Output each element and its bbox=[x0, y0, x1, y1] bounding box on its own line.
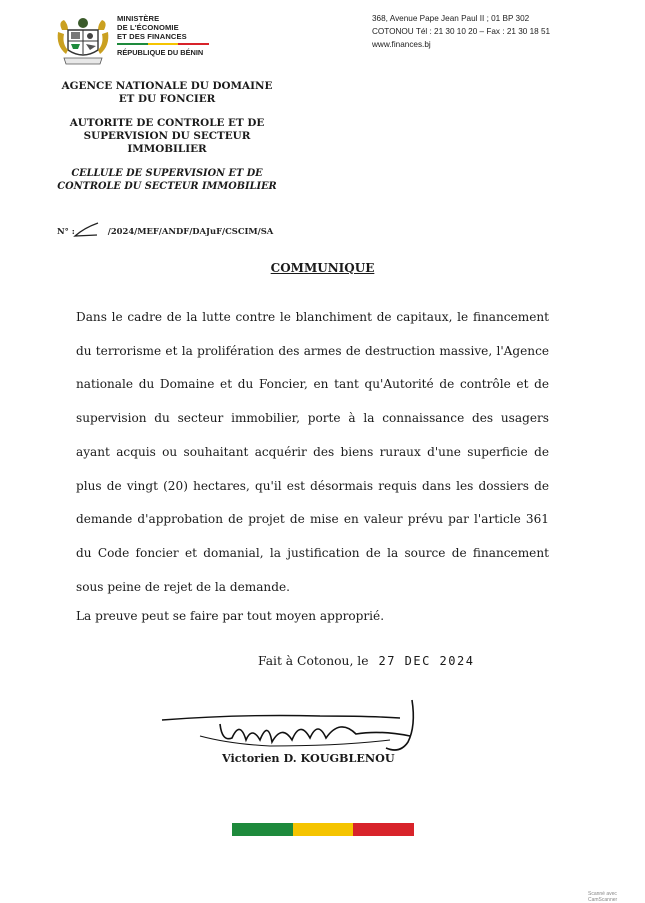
authority-name bbox=[42, 117, 292, 156]
ministry-line-3: ET DES FINANCES bbox=[117, 32, 187, 41]
authority-line-1: AUTORITE DE CONTROLE ET DE bbox=[69, 117, 265, 129]
footer-flag bbox=[232, 823, 414, 836]
republic-name: RÉPUBLIQUE DU BÉNIN bbox=[117, 48, 204, 57]
reference-code: /2024/MEF/ANDF/DAJuF/CSCIM/SA bbox=[107, 226, 274, 236]
ministry-address bbox=[372, 12, 550, 51]
ministry-line-1: MINISTÈRE bbox=[117, 14, 160, 23]
handwritten-signature bbox=[160, 690, 450, 760]
ministry-line-2: DE L'ÉCONOMIE bbox=[117, 23, 179, 32]
closing-place-date bbox=[258, 654, 474, 668]
proof-statement: La preuve peut se faire par tout moyen approprié. bbox=[76, 609, 385, 623]
handwritten-number-mark bbox=[72, 222, 100, 238]
scanned-watermark: Scanné avec CamScanner bbox=[588, 891, 618, 903]
footer-stripe-green bbox=[232, 823, 293, 836]
agency-name-line-1: AGENCE NATIONALE DU DOMAINE bbox=[61, 80, 273, 92]
stripe-green bbox=[117, 43, 148, 45]
footer-stripe-yellow bbox=[293, 823, 354, 836]
closing-place: Fait à Cotonou, le bbox=[258, 654, 369, 668]
address-line-1: 368, Avenue Pape Jean Paul II ; 01 BP 302 bbox=[372, 14, 530, 23]
benin-coat-of-arms-icon bbox=[54, 16, 112, 68]
authority-line-3: IMMOBILIER bbox=[127, 143, 207, 155]
cellule-line-2: CONTROLE DU SECTEUR IMMOBILIER bbox=[57, 181, 277, 192]
reference-prefix: N° : bbox=[57, 226, 75, 236]
address-line-2: COTONOU Tél : 21 30 10 20 – Fax : 21 30 18 51 bbox=[372, 27, 551, 36]
ministry-flag-stripe bbox=[117, 43, 209, 45]
ministry-name bbox=[117, 14, 187, 41]
cellule-name bbox=[42, 167, 292, 193]
communique-heading: COMMUNIQUE bbox=[270, 261, 375, 275]
address-website: www.finances.bj bbox=[372, 40, 431, 49]
cellule-line-1: CELLULE DE SUPERVISION ET DE bbox=[71, 168, 263, 179]
agency-name bbox=[42, 80, 292, 106]
date-stamp: 27 DEC 2024 bbox=[378, 654, 475, 668]
stripe-red bbox=[178, 43, 209, 45]
communique-body bbox=[76, 301, 549, 604]
agency-name-line-2: ET DU FONCIER bbox=[118, 93, 216, 105]
footer-stripe-red bbox=[353, 823, 414, 836]
stripe-yellow bbox=[148, 43, 179, 45]
authority-line-2: SUPERVISION DU SECTEUR bbox=[83, 130, 251, 142]
signer-name: Victorien D. KOUGBLENOU bbox=[222, 751, 395, 765]
communique-paragraph: Dans le cadre de la lutte contre le blanchiment de capitaux, le financement du terrorisme et la prolifération des armes de destruction massive, l'Agence nationale du Domaine et du Foncier, en tant qu'Autorité de contrôle et de supervision du secteur immobilier, porte à la connaissance des usagers ayant acquis ou souhaitant acquérir des biens ruraux d'une superficie de plus de vingt (20) hectares, qu'il est désormais requis dans les dossiers de demande d'approbation de projet de mise en valeur prévu par l'article 361 du Code foncier et domanial, la justification de la source de financement sous peine de rejet de la demande. bbox=[76, 310, 549, 594]
